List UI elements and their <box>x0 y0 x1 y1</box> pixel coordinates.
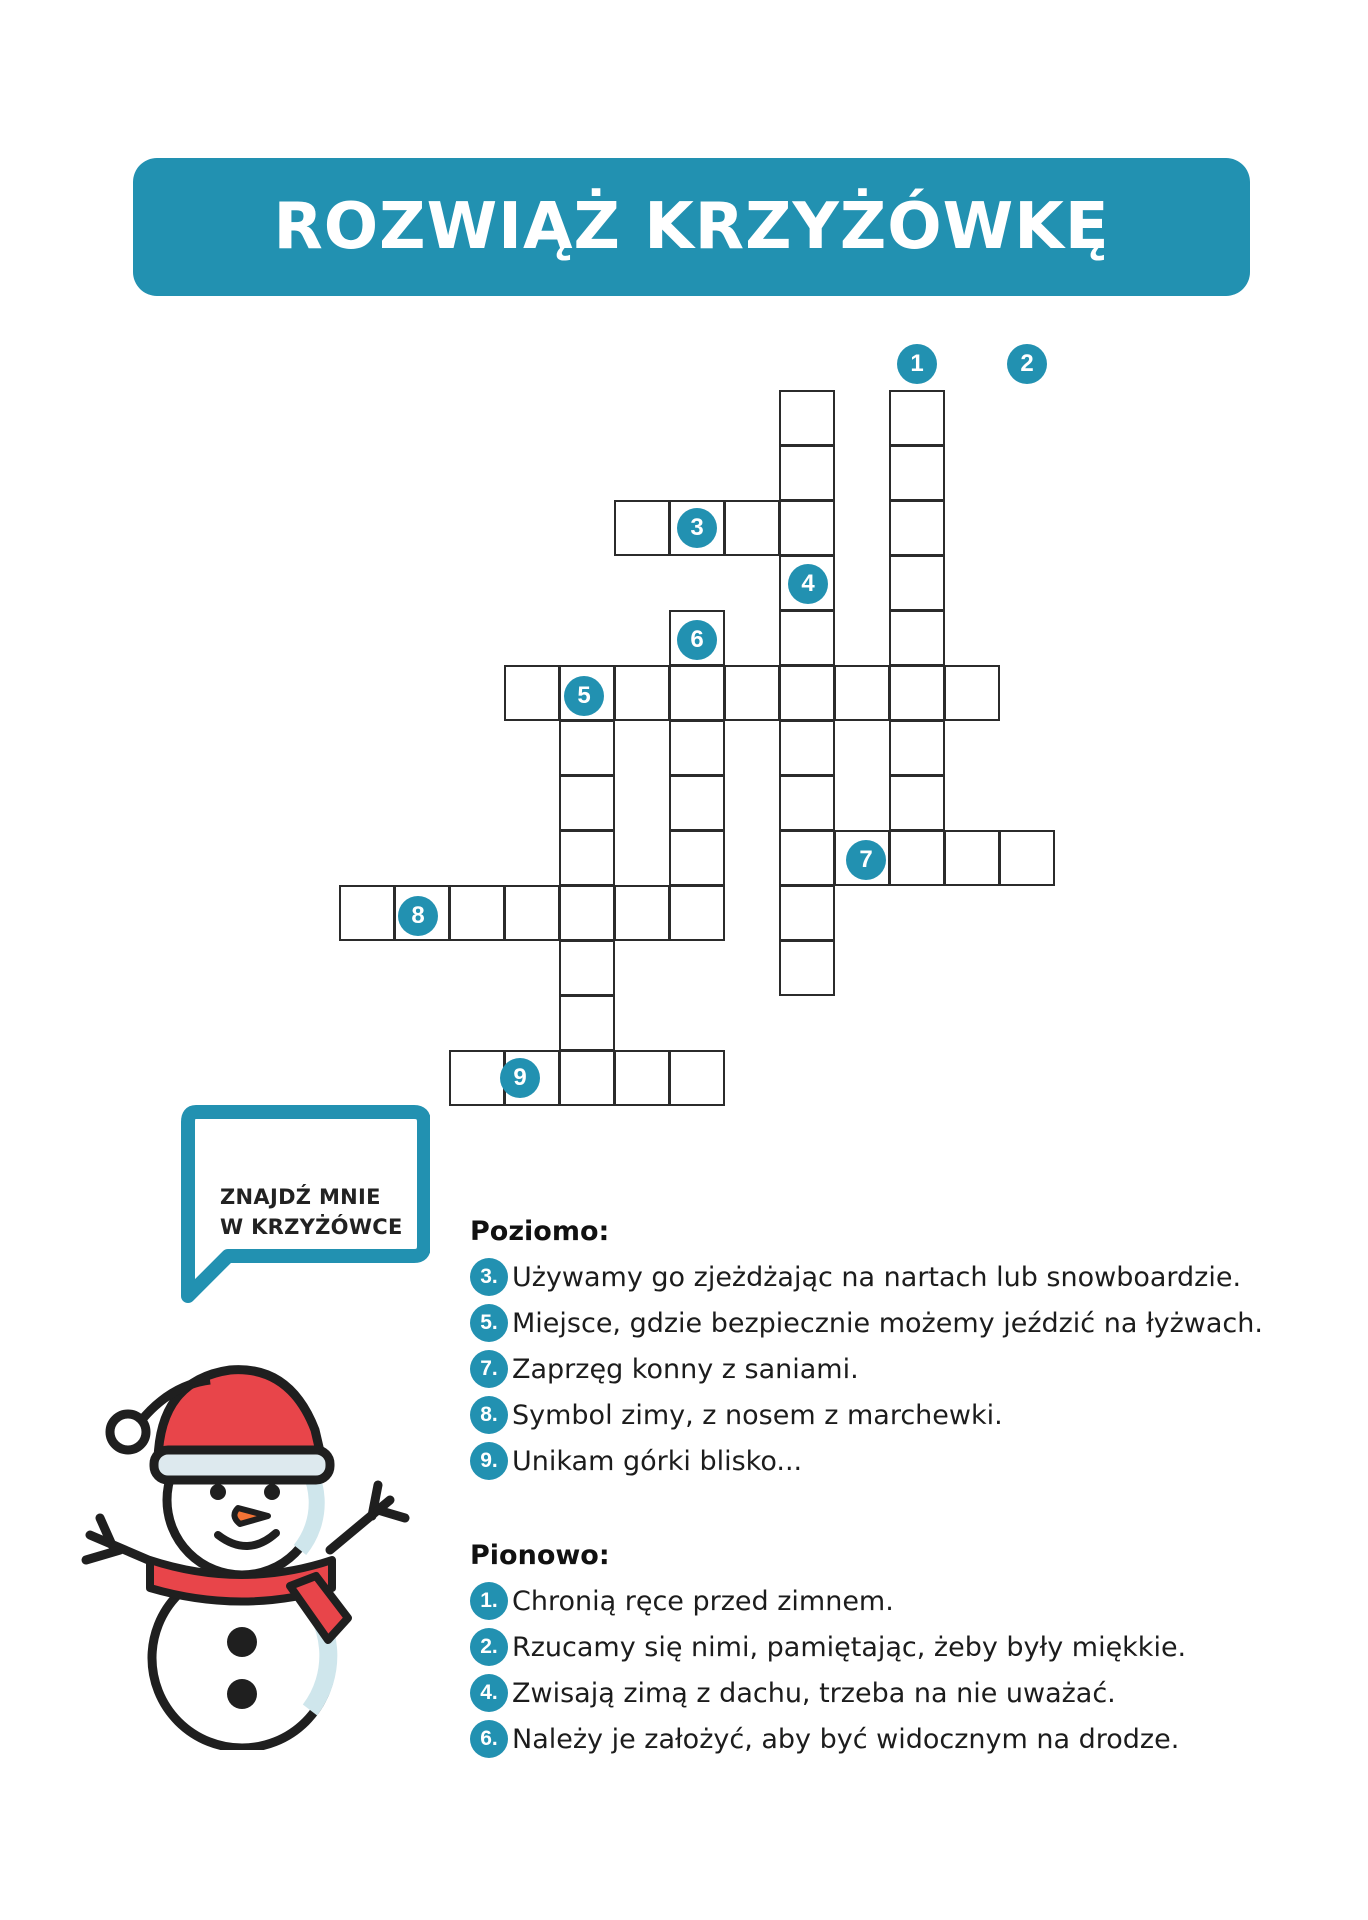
clue-text: Używamy go zjeżdżając na nartach lub snowboardzie. <box>512 1261 1242 1293</box>
crossword-cell[interactable] <box>614 885 670 941</box>
crossword-cell[interactable] <box>889 500 945 556</box>
crossword-cell[interactable] <box>779 390 835 446</box>
clue-horizontal-3 <box>470 1254 1350 1300</box>
clue-text: Unikam górki blisko... <box>512 1445 803 1477</box>
crossword-cell[interactable] <box>999 830 1055 886</box>
crossword-cell[interactable] <box>779 940 835 996</box>
crossword-cell[interactable] <box>724 665 780 721</box>
clue-horizontal-7 <box>470 1346 1350 1392</box>
page-title: ROZWIĄŻ KRZYŻÓWKĘ <box>273 190 1110 264</box>
crossword-cell[interactable] <box>559 885 615 941</box>
clue-number-badge: 7. <box>470 1350 508 1388</box>
clue-number-4: 4 <box>788 564 828 604</box>
crossword-cell[interactable] <box>779 665 835 721</box>
clue-vertical-2 <box>470 1624 1350 1670</box>
crossword-cell[interactable] <box>889 390 945 446</box>
crossword-cell[interactable] <box>889 445 945 501</box>
clue-horizontal-5 <box>470 1300 1350 1346</box>
clue-number-6: 6 <box>677 620 717 660</box>
clue-number-1: 1 <box>897 344 937 384</box>
crossword-cell[interactable] <box>944 665 1000 721</box>
crossword-cell[interactable] <box>669 1050 725 1106</box>
clue-number-7: 7 <box>846 840 886 880</box>
crossword-cell[interactable] <box>614 500 670 556</box>
crossword-cell[interactable] <box>669 775 725 831</box>
clue-horizontal-8 <box>470 1392 1350 1438</box>
clue-number-badge: 9. <box>470 1442 508 1480</box>
crossword-cell[interactable] <box>779 775 835 831</box>
clue-number-badge: 3. <box>470 1258 508 1296</box>
crossword-cell[interactable] <box>669 665 725 721</box>
clue-number-badge: 4. <box>470 1674 508 1712</box>
crossword-cell[interactable] <box>779 885 835 941</box>
clue-number-5: 5 <box>564 676 604 716</box>
clue-text: Zwisają zimą z dachu, trzeba na nie uważać. <box>512 1677 1116 1709</box>
crossword-cell[interactable] <box>779 445 835 501</box>
crossword-cell[interactable] <box>339 885 395 941</box>
crossword-cell[interactable] <box>779 500 835 556</box>
bubble-text <box>220 1182 420 1242</box>
clue-number-badge: 2. <box>470 1628 508 1666</box>
clue-number-badge: 8. <box>470 1396 508 1434</box>
crossword-cell[interactable] <box>669 830 725 886</box>
crossword-cell[interactable] <box>779 610 835 666</box>
clue-number-9: 9 <box>500 1058 540 1098</box>
clue-text: Symbol zimy, z nosem z marchewki. <box>512 1399 1003 1431</box>
crossword-cell[interactable] <box>449 1050 505 1106</box>
bubble-line-2: W KRZYŻÓWCE <box>220 1215 403 1239</box>
crossword-cell[interactable] <box>779 720 835 776</box>
crossword-cell[interactable] <box>449 885 505 941</box>
crossword-cell[interactable] <box>669 720 725 776</box>
clue-vertical-1 <box>470 1578 1350 1624</box>
crossword-cell[interactable] <box>889 665 945 721</box>
snowman-illustration <box>60 1350 440 1750</box>
clue-text: Miejsce, gdzie bezpiecznie możemy jeździć na łyżwach. <box>512 1307 1263 1339</box>
crossword-cell[interactable] <box>889 555 945 611</box>
crossword-cell[interactable] <box>889 610 945 666</box>
crossword-cell[interactable] <box>559 830 615 886</box>
crossword-cell[interactable] <box>614 665 670 721</box>
clue-vertical-4 <box>470 1670 1350 1716</box>
clues-panel <box>470 1210 1350 1762</box>
clue-number-2: 2 <box>1007 344 1047 384</box>
crossword-cell[interactable] <box>724 500 780 556</box>
crossword-cell[interactable] <box>559 940 615 996</box>
clue-horizontal-9 <box>470 1438 1350 1484</box>
crossword-cell[interactable] <box>559 720 615 776</box>
clue-number-3: 3 <box>677 508 717 548</box>
crossword-cell[interactable] <box>559 1050 615 1106</box>
vertical-heading: Pionowo: <box>470 1540 610 1571</box>
clue-number-badge: 6. <box>470 1720 508 1758</box>
crossword-cell[interactable] <box>889 720 945 776</box>
horizontal-heading: Poziomo: <box>470 1216 610 1247</box>
bubble-line-1: ZNAJDŹ MNIE <box>220 1185 381 1209</box>
clue-text: Chronią ręce przed zimnem. <box>512 1585 894 1617</box>
clue-number-badge: 1. <box>470 1582 508 1620</box>
crossword-cell[interactable] <box>614 1050 670 1106</box>
crossword-cell[interactable] <box>779 830 835 886</box>
crossword-cell[interactable] <box>669 885 725 941</box>
crossword-cell[interactable] <box>504 665 560 721</box>
clue-number-badge: 5. <box>470 1304 508 1342</box>
clue-text: Zaprzęg konny z saniami. <box>512 1353 859 1385</box>
crossword-cell[interactable] <box>559 775 615 831</box>
crossword-cell[interactable] <box>504 885 560 941</box>
clue-number-8: 8 <box>398 896 438 936</box>
clue-text: Rzucamy się nimi, pamiętając, żeby były miękkie. <box>512 1631 1187 1663</box>
clue-vertical-6 <box>470 1716 1350 1762</box>
crossword-cell[interactable] <box>944 830 1000 886</box>
clue-text: Należy je założyć, aby być widocznym na drodze. <box>512 1723 1180 1755</box>
crossword-cell[interactable] <box>834 665 890 721</box>
crossword-cell[interactable] <box>559 995 615 1051</box>
crossword-cell[interactable] <box>889 830 945 886</box>
crossword-cell[interactable] <box>889 775 945 831</box>
